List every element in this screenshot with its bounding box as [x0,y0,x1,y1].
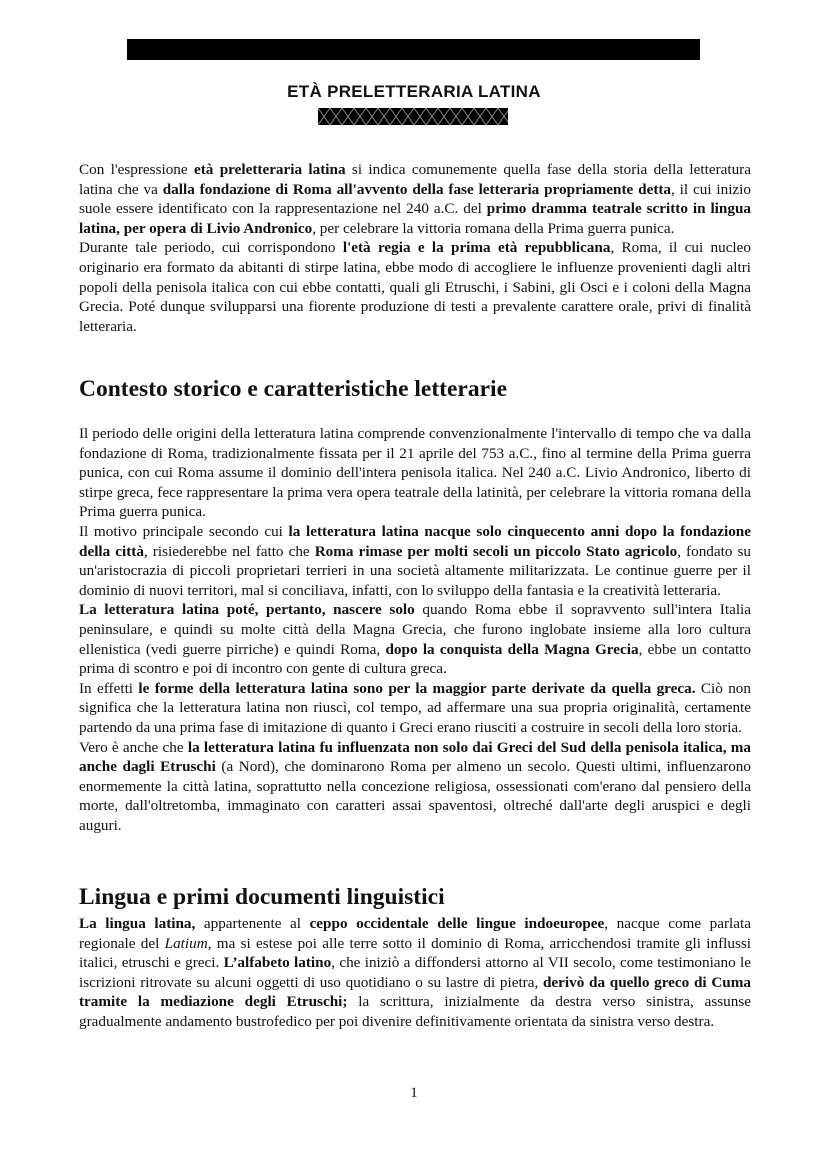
text-run: , ma si estese poi alle terre sotto il dominio di Roma, arricchendosi tramite gli influssi italici, etruschi e greci. [79,934,751,972]
bold-text-run: la letteratura latina fu influenzata non solo dai Greci del Sud della penisola italica, ma anche dagli Etruschi [79,738,751,776]
paragraph [79,424,751,522]
text-run: , Roma, il cui nucleo originario era formato da abitanti di stirpe latina, ebbe modo di accogliere le influenze provenienti dagli altri popoli della penisola italica con cui ebbe contatti, quali gli Etruschi, i Sabini, gli Osci e i coloni della Magna Grecia. Poté dunque svilupparsi una fiorente produzione di testi a prevalente carattere orale, privi di finalità letteraria. [79,239,751,335]
text-run: quando Roma ebbe il sopravvento sull'intera Italia peninsulare, e quindi su molte città della Magna Grecia, che furono inglobate insieme alla loro cultura ellenistica (vedi guerre pirriche) e quindi Roma, [79,601,751,658]
text-run: Il motivo principale secondo cui [79,522,289,540]
bold-text-run: età preletteraria latina [193,161,346,178]
text-run: , fondato su un'aristocrazia di piccoli proprietari terrieri in una società altamente militarizzata. Le continue guerre per il dominio di nuovi territori, mal si conciliava, infatti, con lo sviluppo della fantasia e la creatività letteraria. [79,542,752,599]
bold-text-run: ceppo occidentale delle lingue indoeuropee [309,915,605,932]
text-run: , nacque come parlata regionale del [79,915,751,952]
text-run: Con l'espressione [79,161,194,178]
bold-text-run: l'età regia e la prima età repubblicana [342,239,611,257]
intro-section [79,160,751,336]
redaction-bar [127,39,700,60]
text-run: In effetti [79,679,139,697]
text-run: Ciò non significa che la letteratura latina non riuscì, col tempo, ad affermare una sua propria originalità, certamente partendo da una prima fase di imitazione di quanto i Greci erano riusciti a costruire in secoli della loro storia. [79,679,751,736]
text-run: Il periodo delle origini della letteratura latina comprende convenzionalmente l'intervallo di tempo che va dalla fondazione di Roma, tradizionalmente fissata per il 21 aprile del 753 a.C., fino al termine della Prima guerra punica, con cui Roma assume il dominio dell'intera penisola italica. Nel 240 a.C. Livio Andronico, liberto di stirpe greca, fece rappresentare la prima vera opera teatrale della latinità, per celebrare la vittoria romana della Prima guerra punica. [79,425,751,521]
redacted-subtitle-bar [318,108,508,125]
bold-text-run: le forme della letteratura latina sono per la maggior parte derivate da quella greca. [138,679,696,697]
bold-text-run: L’alfabeto latino [223,954,332,972]
text-run: appartenente al [195,915,310,932]
bold-text-run: primo dramma teatrale scritto in lingua latina, per opera di Livio Andronico [79,200,751,237]
text-run: Durante tale periodo, cui corrispondono [79,239,343,257]
text-run: si indica comunemente quella fase della storia della letteratura latina che va [79,161,751,198]
bold-text-run: Roma rimase per molti secoli un piccolo Stato agricolo [314,542,678,560]
bold-text-run: la letteratura latina nacque solo cinquecento anni dopo la fondazione della città [79,522,751,560]
paragraph [79,738,751,836]
paragraph [79,600,751,678]
bold-text-run: dalla fondazione di Roma all'avvento della fase letteraria propriamente detta [162,180,672,198]
crosshatch-pattern [318,108,508,125]
text-run: , che iniziò a diffondersi attorno al VII secolo, come testimoniano le iscrizioni ritrovate su alcuni oggetti di uso quotidiano o su lastre di pietra, [79,954,752,991]
text-run: , per celebrare la vittoria romana della Prima guerra punica. [312,219,675,237]
bold-text-run: derivò da quello greco di Cuma tramite la mediazione degli Etruschi; [79,973,751,1011]
text-run: la scrittura, inizialmente da destra verso sinistra, assunse gradualmente andamento bustrofedico per poi divenire definitivamente orientata da sinistra verso destra. [79,993,751,1030]
paragraph [79,522,751,600]
paragraph [79,160,751,238]
context-section-body [79,424,751,835]
language-section-body [79,914,751,1032]
text-run: (a Nord), che dominarono Roma per almeno un secolo. Questi ultimi, influenzarono enormemente la città latina, soprattutto nella concezione religiosa, ossessionati com'erano dal pensiero della morte, dall'oltretomba, immaginato con caratteri assai spaventosi, oltreché dall'arte degli aruspici e degli auguri. [79,758,751,834]
text-run: , risiederebbe nel fatto che [143,542,315,560]
page-title: ETÀ PRELETTERARIA LATINA [287,82,541,101]
bold-text-run: dopo la conquista della Magna Grecia [385,640,639,658]
page-number: 1 [410,1085,418,1101]
section-heading-context: Contesto storico e caratteristiche letterarie [79,376,508,402]
paragraph [79,914,751,1032]
text-run: , ebbe un contatto prima di scontro e poi di incontro con gente di cultura greca. [79,640,752,678]
text-run: Vero è anche che [79,738,188,756]
bold-text-run: La letteratura latina poté, pertanto, nascere solo [79,601,415,619]
italic-text-run: Latium [164,934,208,952]
bold-text-run: La lingua latina, [79,915,196,932]
section-heading-language: Lingua e primi documenti linguistici [79,884,445,910]
paragraph [79,238,751,336]
paragraph [79,679,751,738]
text-run: , il cui inizio suole essere identificato con la rappresentazione nel 240 a.C. del [79,180,751,218]
